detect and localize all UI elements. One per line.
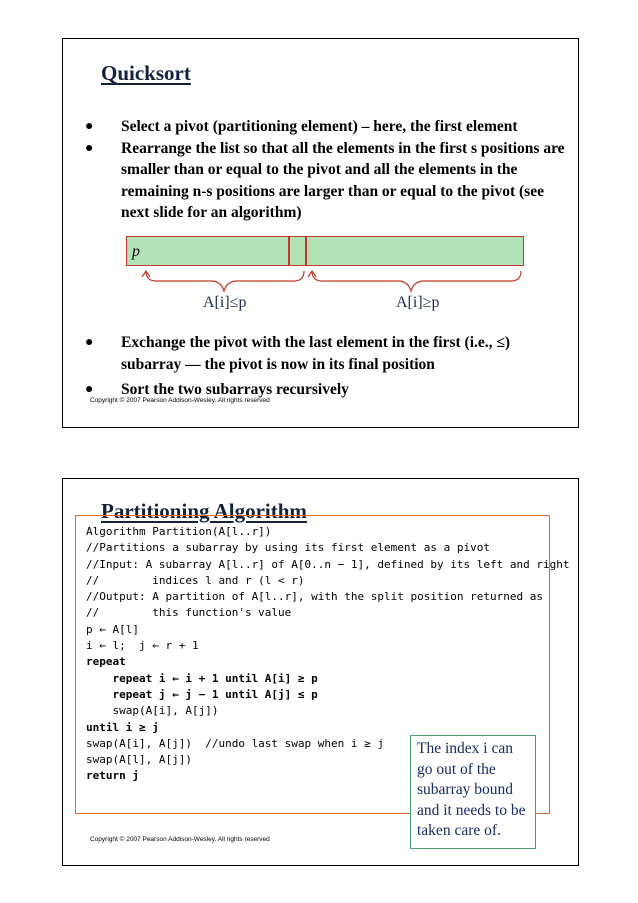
code-line: i ← l; j ← r + 1 xyxy=(86,639,199,653)
bullet-dot-icon: ● xyxy=(85,140,94,156)
slide-quicksort xyxy=(62,38,579,428)
slide-partitioning xyxy=(62,478,579,866)
code-line: repeat xyxy=(86,655,126,669)
bullet-list xyxy=(85,116,566,224)
slide-title: Partitioning Algorithm xyxy=(101,499,307,523)
copyright-text: Copyright © 2007 Pearson Addison-Wesley. All rights reserved xyxy=(90,836,270,843)
bullet-text: Select a pivot (partitioning element) – here, the first element xyxy=(121,118,518,135)
copyright-text: Copyright © 2007 Pearson Addison-Wesley. All rights reserved xyxy=(90,397,270,404)
code-line: swap(A[i], A[j]) xyxy=(86,704,219,718)
bullet-text: Exchange the pivot with the last element in the first (i.e., ≤) subarray — the pivot is now in its final position xyxy=(121,334,511,373)
bullet-item xyxy=(85,138,566,224)
pivot-label: p xyxy=(132,243,140,260)
code-line: Algorithm Partition(A[l..r]) xyxy=(86,525,272,538)
code-line: return j xyxy=(86,769,139,783)
code-line: swap(A[l], A[j]) xyxy=(86,753,192,767)
code-line: swap(A[i], A[j]) //undo last swap when i ≥ j xyxy=(86,736,385,750)
code-line: //Output: A partition of A[l..r], with the split position returned as xyxy=(86,590,543,604)
code-line: p ← A[l] xyxy=(86,622,139,636)
array-split-cell xyxy=(289,236,306,266)
code-line: //Input: A subarray A[l..r] of A[0..n − 1], defined by its left and right xyxy=(86,557,570,571)
index-note-box: The index i can go out of the subarray bound and it needs to be taken care of. xyxy=(410,735,536,849)
array-diagram xyxy=(126,236,524,266)
left-subarray-label: A[i]≤p xyxy=(203,294,247,311)
bullet-dot-icon: ● xyxy=(85,335,94,350)
bullet-text: Rearrange the list so that all the elements in the first s positions are smaller than or equal to the pivot and all the elements in the remaining n-s positions are larger than or equal to the pivot (see next slide for an algorithm) xyxy=(121,139,565,221)
code-line: until i ≥ j xyxy=(86,720,159,734)
bullet-text: Sort the two subarrays recursively xyxy=(121,381,349,398)
subarray-braces xyxy=(126,269,526,309)
code-line: // indices l and r (l < r) xyxy=(86,573,305,587)
right-subarray-label: A[i]≥p xyxy=(396,294,440,311)
bullet-item xyxy=(85,116,566,138)
code-line: repeat i ← i + 1 until A[i] ≥ p xyxy=(86,671,318,685)
array-left-part xyxy=(126,236,289,266)
slide-title: Quicksort xyxy=(101,61,191,85)
code-line: repeat j ← j − 1 until A[j] ≤ p xyxy=(86,687,318,701)
array-right-part xyxy=(306,236,524,266)
bullet-list-2 xyxy=(85,332,566,401)
bullet-dot-icon: ● xyxy=(85,382,94,397)
code-line: // this function's value xyxy=(86,606,292,620)
bullet-dot-icon: ● xyxy=(85,119,94,134)
bullet-item xyxy=(85,332,566,375)
code-line: //Partitions a subarray by using its first element as a pivot xyxy=(86,541,490,555)
